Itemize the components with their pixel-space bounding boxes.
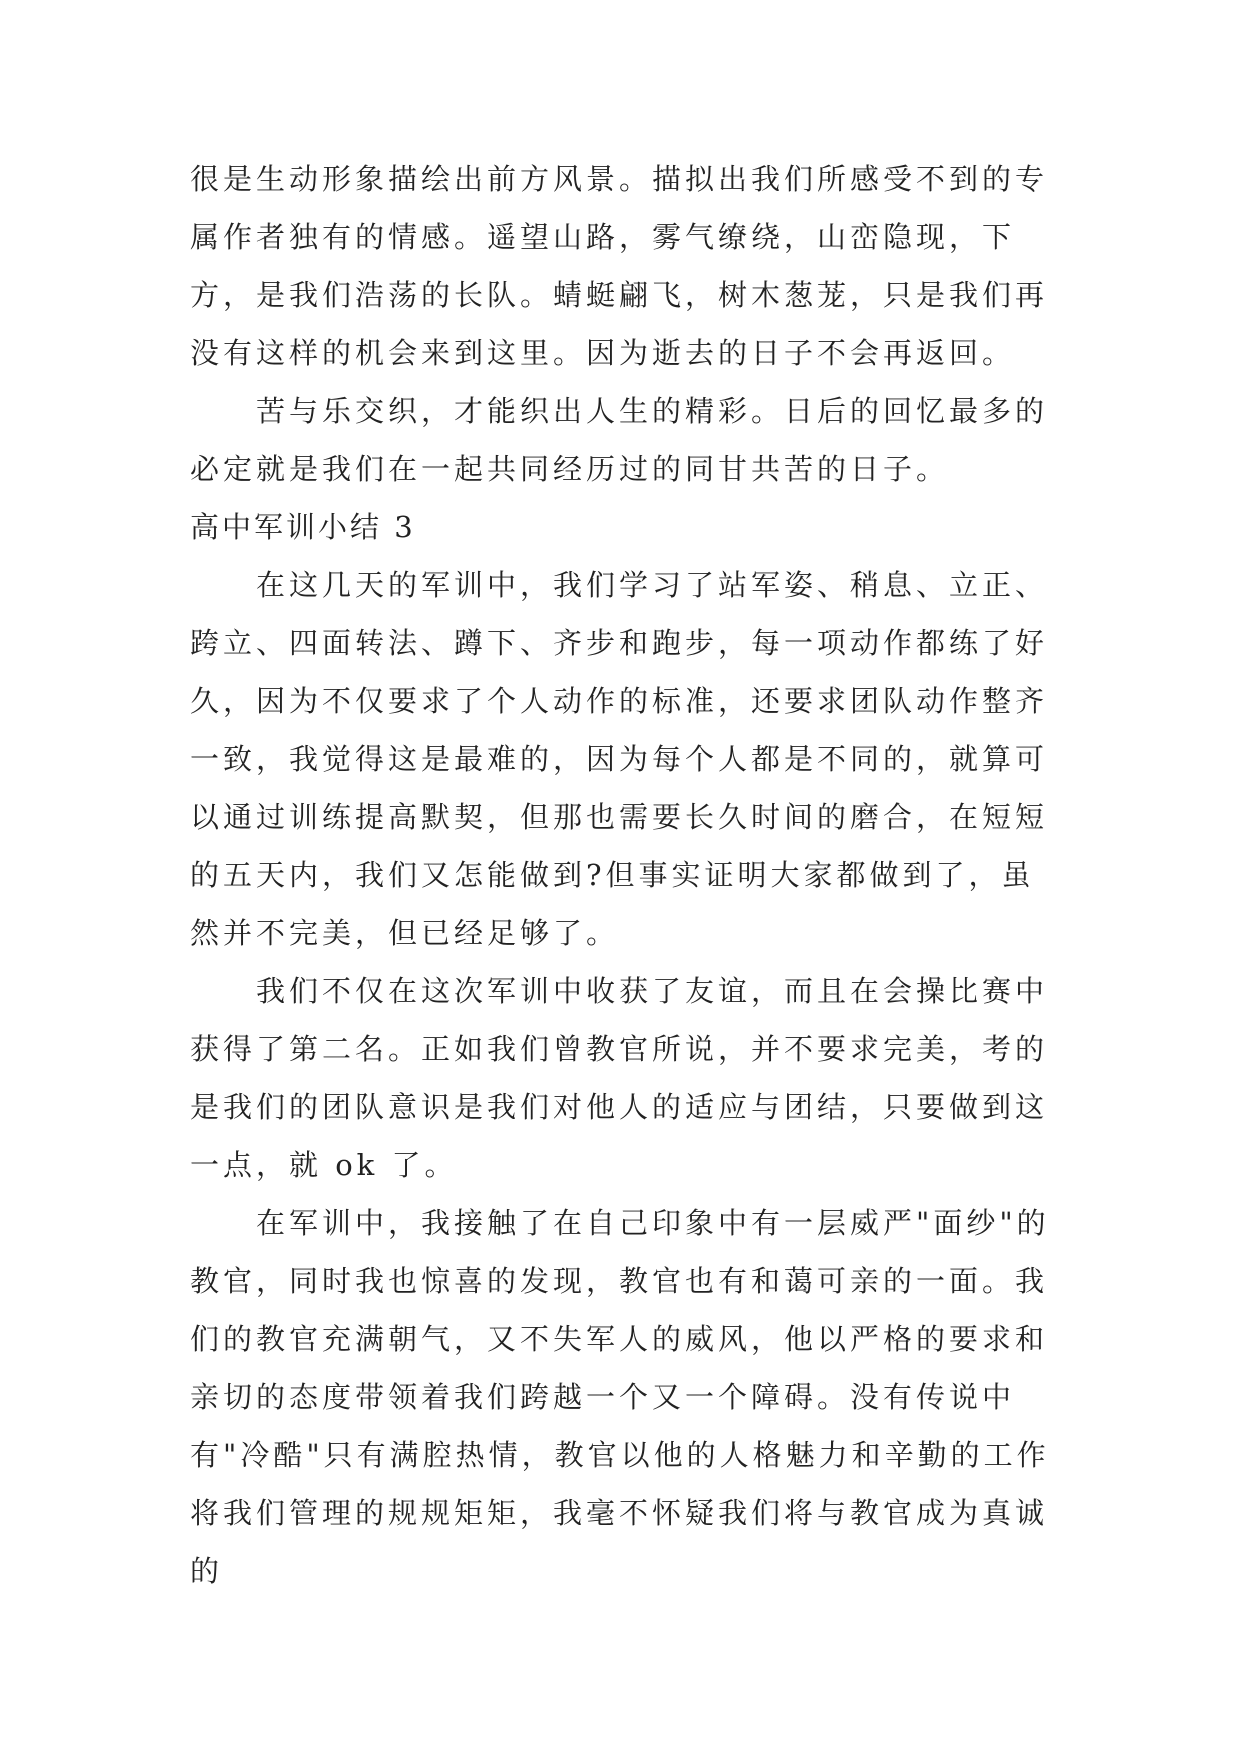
paragraph-training-actions: 在这几天的军训中，我们学习了站军姿、稍息、立正、跨立、四面转法、蹲下、齐步和跑步，每一项动作都练了好久，因为不仅要求了个人动作的标准，还要求团队动作整齐一致，我觉得这是最难的，因为每个人都是不同的，就算可以通过训练提高默契，但那也需要长久时间的磨合，在短短的五天内，我们又怎能做到?但事实证明大家都做到了，虽然并不完美，但已经足够了。 bbox=[190, 568, 1049, 950]
section-heading: 高中军训小结 3 bbox=[190, 510, 416, 544]
paragraph-scenery: 很是生动形象描绘出前方风景。描拟出我们所感受不到的专属作者独有的情感。遥望山路，雾气缭绕，山峦隐现，下方，是我们浩荡的长队。蜻蜓翩飞，树木葱茏，只是我们再没有这样的机会来到这里。因为逝去的日子不会再返回。 bbox=[190, 162, 1049, 370]
paragraph-hardship: 苦与乐交织，才能织出人生的精彩。日后的回忆最多的必定就是我们在一起共同经历过的同甘共苦的日子。 bbox=[190, 394, 1049, 486]
paragraph-friendship: 我们不仅在这次军训中收获了友谊，而且在会操比赛中获得了第二名。正如我们曾教官所说，并不要求完美，考的是我们的团队意识是我们对他人的适应与团结，只要做到这一点，就 ok 了。 bbox=[190, 974, 1049, 1182]
paragraph-instructor: 在军训中，我接触了在自己印象中有一层威严"面纱"的教官，同时我也惊喜的发现，教官也有和蔼可亲的一面。我们的教官充满朝气，又不失军人的威风，他以严格的要求和亲切的态度带领着我们跨越一个又一个障碍。没有传说中有"冷酷"只有满腔热情，教官以他的人格魅力和辛勤的工作将我们管理的规规矩矩，我毫不怀疑我们将与教官成为真诚的 bbox=[190, 1206, 1050, 1588]
document-body bbox=[190, 150, 1060, 1600]
